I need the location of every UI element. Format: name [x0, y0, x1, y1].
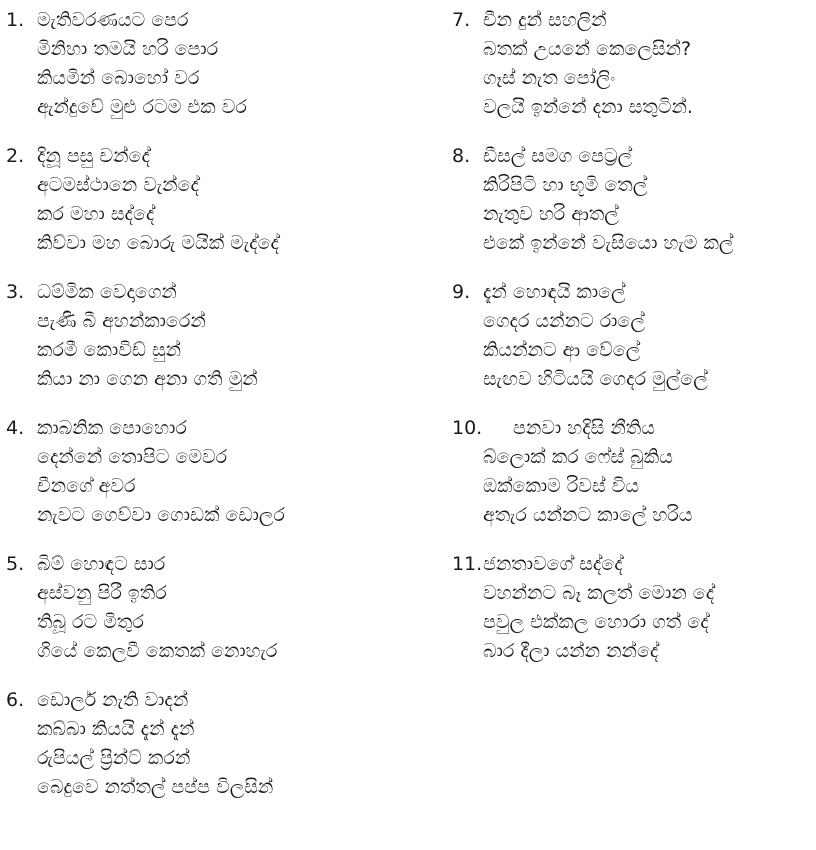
verse-line: ඩොලර් නැති වාදන් [37, 689, 189, 711]
verse-line: සැඟව හිටියයි ගෙදර මුල්ලේ [483, 368, 708, 390]
stanza-2 [6, 142, 406, 258]
stanza-lines [483, 142, 733, 258]
stanza-3 [6, 278, 406, 394]
verse-line: කියමින් බොහෝ වර [37, 67, 200, 89]
verse-line: අතැර යන්නට කාලේ හරිය [483, 504, 693, 526]
stanza-lines [483, 278, 708, 394]
verse-line: ගියේ කෙලවී කෙතක් නොහැර [37, 640, 278, 662]
verse-line: දිනූ පසු චන්දේ [37, 145, 150, 167]
stanza-8 [452, 142, 812, 258]
verse-line: කියන්නට ආ වේලේ [483, 339, 641, 361]
verse-line: නැතුව හරි ආතල් [483, 203, 619, 225]
stanza-4 [6, 414, 406, 530]
stanza-number: 9. [452, 281, 471, 303]
stanza-9 [452, 278, 812, 394]
verse-line: ධම්මික වෙදාගෙන් [37, 281, 177, 303]
stanza-lines [37, 142, 279, 258]
verse-line: පවුල එක්කල හොරා ගත් දේ [483, 611, 709, 633]
verse-line: ගෙදර යන්නට රාලේ [483, 310, 645, 332]
stanza-6 [6, 686, 406, 802]
stanza-number: 8. [452, 145, 471, 167]
stanza-number: 4. [6, 417, 25, 439]
verse-line: ඩීසල් සමග පෙට්‍රල් [483, 145, 633, 167]
stanza-lines [483, 414, 692, 530]
stanza-lines [37, 414, 285, 530]
verse-line: නැවට ගෙව්වා ගොඩක් ඩොලර [37, 504, 285, 526]
verse-line: එකේ ඉන්නේ වැසියො හැම කල් [483, 232, 734, 254]
verse-line: මිනිහා තමයි හරි පොර [37, 38, 219, 60]
stanza-5 [6, 550, 406, 666]
verse-line: තිබූ රට මිතුර [37, 611, 144, 633]
verse-line: කර මහා සද්දේ [37, 203, 155, 225]
stanza-11 [452, 550, 812, 666]
verse-line: පනවා හදිසි නීතිය [513, 417, 655, 439]
stanza-lines [37, 686, 273, 802]
stanza-lines [37, 6, 247, 122]
verse-line: බිම් හොඳට සාර [37, 553, 166, 575]
verse-line: ජනතාවගේ සද්දේ [483, 553, 623, 575]
verse-line: දැන් හොඳයි කාලේ [483, 281, 626, 303]
stanza-1 [6, 6, 406, 122]
stanza-number: 3. [6, 281, 25, 303]
stanza-number: 7. [452, 9, 471, 31]
verse-line: කබ්බා කියයි දැන් දැන් [37, 718, 195, 740]
stanza-number: 10. [452, 417, 483, 439]
verse-line: දෙන්නේ තොපිට මෙවර [37, 446, 228, 468]
stanza-lines [37, 278, 258, 394]
verse-line: වලයි ඉන්නේ දනා සතුටින්. [483, 96, 693, 118]
stanza-10 [452, 414, 812, 530]
verse-line: පැණි බී අහන්කාරෙන් [37, 310, 206, 332]
verse-line: බෙදුවෙ නත්තල් පප්ප විලසින් [37, 776, 274, 798]
stanza-7 [452, 6, 812, 122]
verse-line: ඇන්දුවේ මුළු රටම එක වර [37, 96, 247, 118]
stanza-number: 6. [6, 689, 25, 711]
stanza-lines [483, 550, 714, 666]
verse-line: කරමී කොවිඩ් සුන් [37, 339, 182, 361]
verse-line: කියා නා ගෙන අනා ගති මුන් [37, 368, 258, 390]
verse-line: වහන්නට බෑ කලත් මොන දේ [483, 582, 715, 604]
stanza-number: 2. [6, 145, 25, 167]
verse-line: අස්වනු පිරී ඉතිර [37, 582, 167, 604]
verse-line: චීනගේ අවර [37, 475, 136, 497]
stanza-lines [483, 6, 693, 122]
verse-line: බාර දීලා යන්න නන්දේ [483, 640, 659, 662]
verse-line: අටමස්ථානෙ වැන්දේ [37, 174, 199, 196]
stanza-number: 1. [6, 9, 25, 31]
verse-line: බතක් උයනේ කෙලෙසින්? [483, 38, 692, 60]
verse-line: කිරිපිටි හා භූමි තෙල් [483, 174, 648, 196]
verse-line: ඔක්කොම රිවස් විය [483, 475, 639, 497]
verse-line: රුපියල් ප්‍රින්ට් කරන් [37, 747, 191, 769]
stanza-lines [37, 550, 277, 666]
verse-line: මැතිවරණයට පෙර [37, 9, 189, 31]
right-column [452, 6, 812, 686]
left-column [6, 6, 406, 822]
verse-line: ගෑස් නැත පෝලිං [483, 67, 616, 89]
verse-line: කිව්වා මහ බොරු මයික් මැද්දේ [37, 232, 279, 254]
stanza-number: 11. [452, 553, 483, 575]
verse-line: කාබනික පොහොර [37, 417, 187, 439]
stanza-number: 5. [6, 553, 25, 575]
verse-line: බ්ලොක් කර ෆේස් බුකිය [483, 446, 673, 468]
verse-line: චීන දුන් සහලින් [483, 9, 607, 31]
